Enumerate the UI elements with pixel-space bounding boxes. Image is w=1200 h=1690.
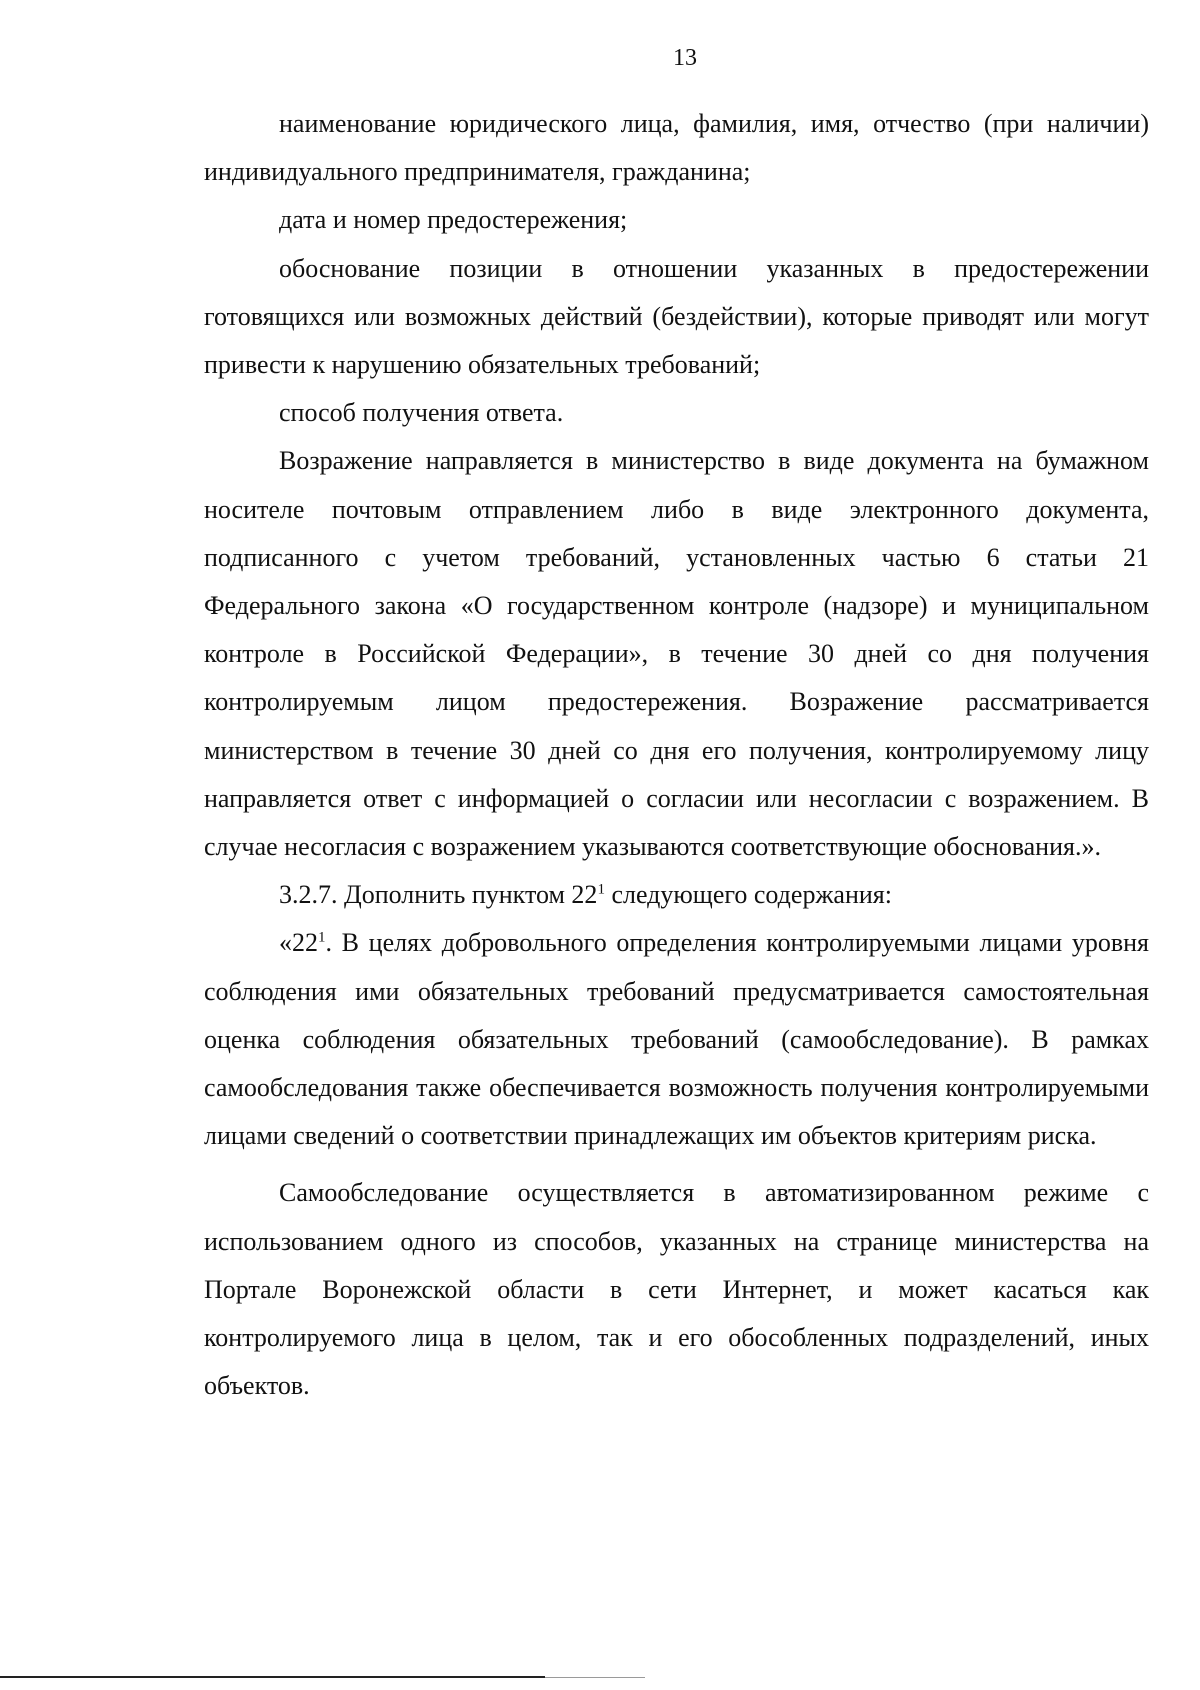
paragraph-justification-item: обоснование позиции в отношении указанных в предостережении готовящихся или возможных действий (бездействии), которые приводят или могут привести к нарушению обязательных требований;: [204, 253, 1149, 380]
paragraph-date-item: дата и номер предостережения;: [279, 205, 628, 235]
paragraph-self-assessment: Самообследование осуществляется в автоматизированном режиме с использованием одного из способов, указанных на странице министерства на Портале Воронежской области в сети Интернет, и может касаться как контролируемого лица в целом, так и его обособленных подразделений, иных объектов.: [204, 1178, 1149, 1401]
amendment-superscript: 1: [597, 881, 605, 898]
bottom-rule-tail: [545, 1677, 645, 1678]
amendment-text-end: следующего содержания:: [604, 880, 892, 910]
paragraph-point-22-1: [204, 919, 1149, 1160]
paragraph-name-item: наименование юридического лица, фамилия, имя, отчество (при наличии) индивидуального предпринимателя, гражданина;: [204, 109, 1149, 187]
paragraph-amendment-3-2-7: [204, 871, 1149, 919]
amendment-text-start: 3.2.7. Дополнить пунктом 22: [279, 880, 598, 910]
paragraph-reply-method-item: способ получения ответа.: [279, 398, 564, 428]
point-text-start: «22: [279, 928, 318, 958]
point-superscript: 1: [318, 929, 326, 946]
point-text-end: . В целях добровольного определения контролируемыми лицами уровня соблюдения ими обязательных требований предусматривается самостоятельная оценка соблюдения обязательных требований (самообследование). В рамках самообследования также обеспечивается возможность получения контролируемыми лицами сведений о соответствии принадлежащих им объектов критериям риска.: [204, 928, 1149, 1151]
paragraph-objection: Возражение направляется в министерство в виде документа на бумажном носителе почтовым отправлением либо в виде электронного документа, подписанного с учетом требований, установленных частью 6 статьи 21 Федерального закона «О государственном контроле (надзоре) и муниципальном контроле в Российской Федерации», в течение 30 дней со дня получения контролируемым лицом предостережения. Возражение рассматривается министерством в течение 30 дней со дня его получения, контролируемому лицу направляется ответ с информацией о согласии или несогласии с возражением. В случае несогласия с возражением указываются соответствующие обоснования.».: [204, 446, 1149, 862]
document-body: [204, 100, 1149, 1410]
bottom-rule: [0, 1676, 545, 1678]
page-number: 13: [673, 45, 697, 71]
